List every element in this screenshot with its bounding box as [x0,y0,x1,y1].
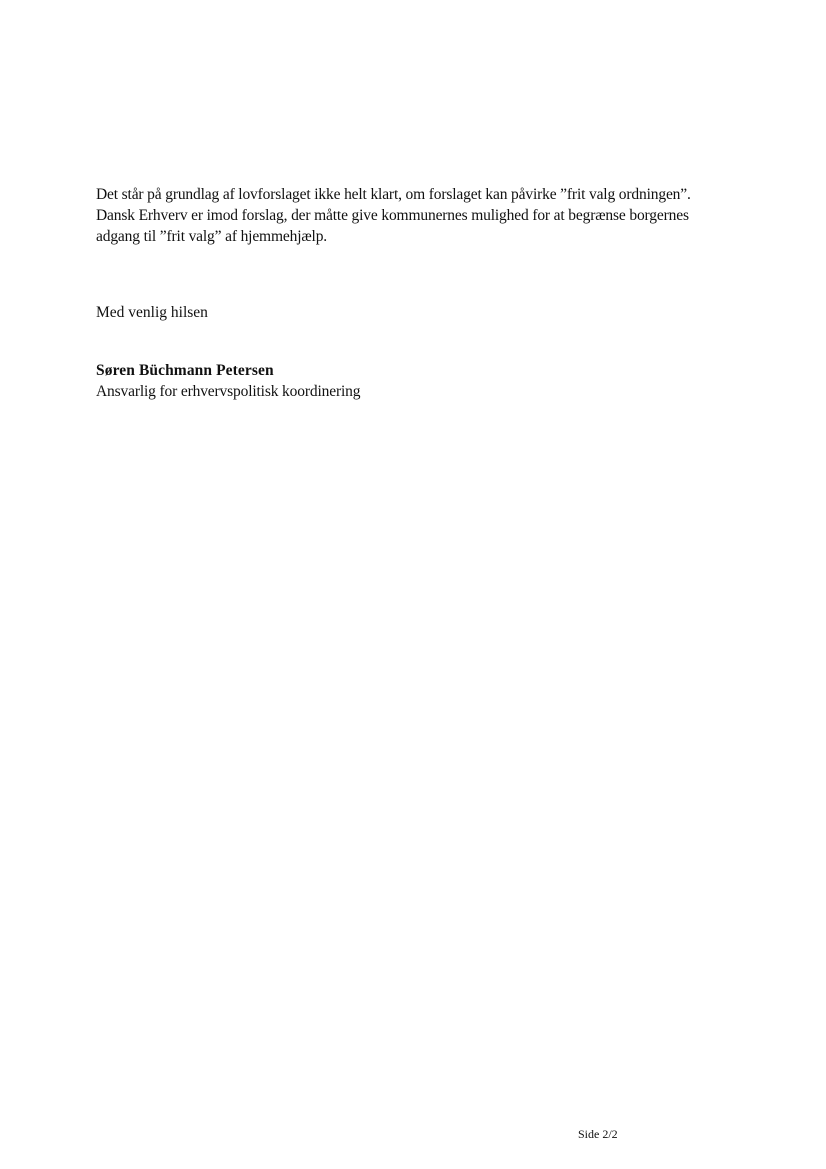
body-paragraph [96,184,746,247]
signer-name: Søren Büchmann Petersen [96,362,274,379]
body-line: Det står på grundlag af lovforslaget ikke helt klart, om forslaget kan påvirke ”frit valg ordningen”. [96,186,691,203]
closing-salutation: Med venlig hilsen [96,304,208,321]
body-line: adgang til ”frit valg” af hjemmehjælp. [96,228,328,245]
body-line: Dansk Erhverv er imod forslag, der måtte give kommunernes mulighed for at begrænse borgernes [96,207,689,224]
signer-title: Ansvarlig for erhvervspolitisk koordinering [96,383,361,400]
page-number: Side 2/2 [578,1127,618,1141]
